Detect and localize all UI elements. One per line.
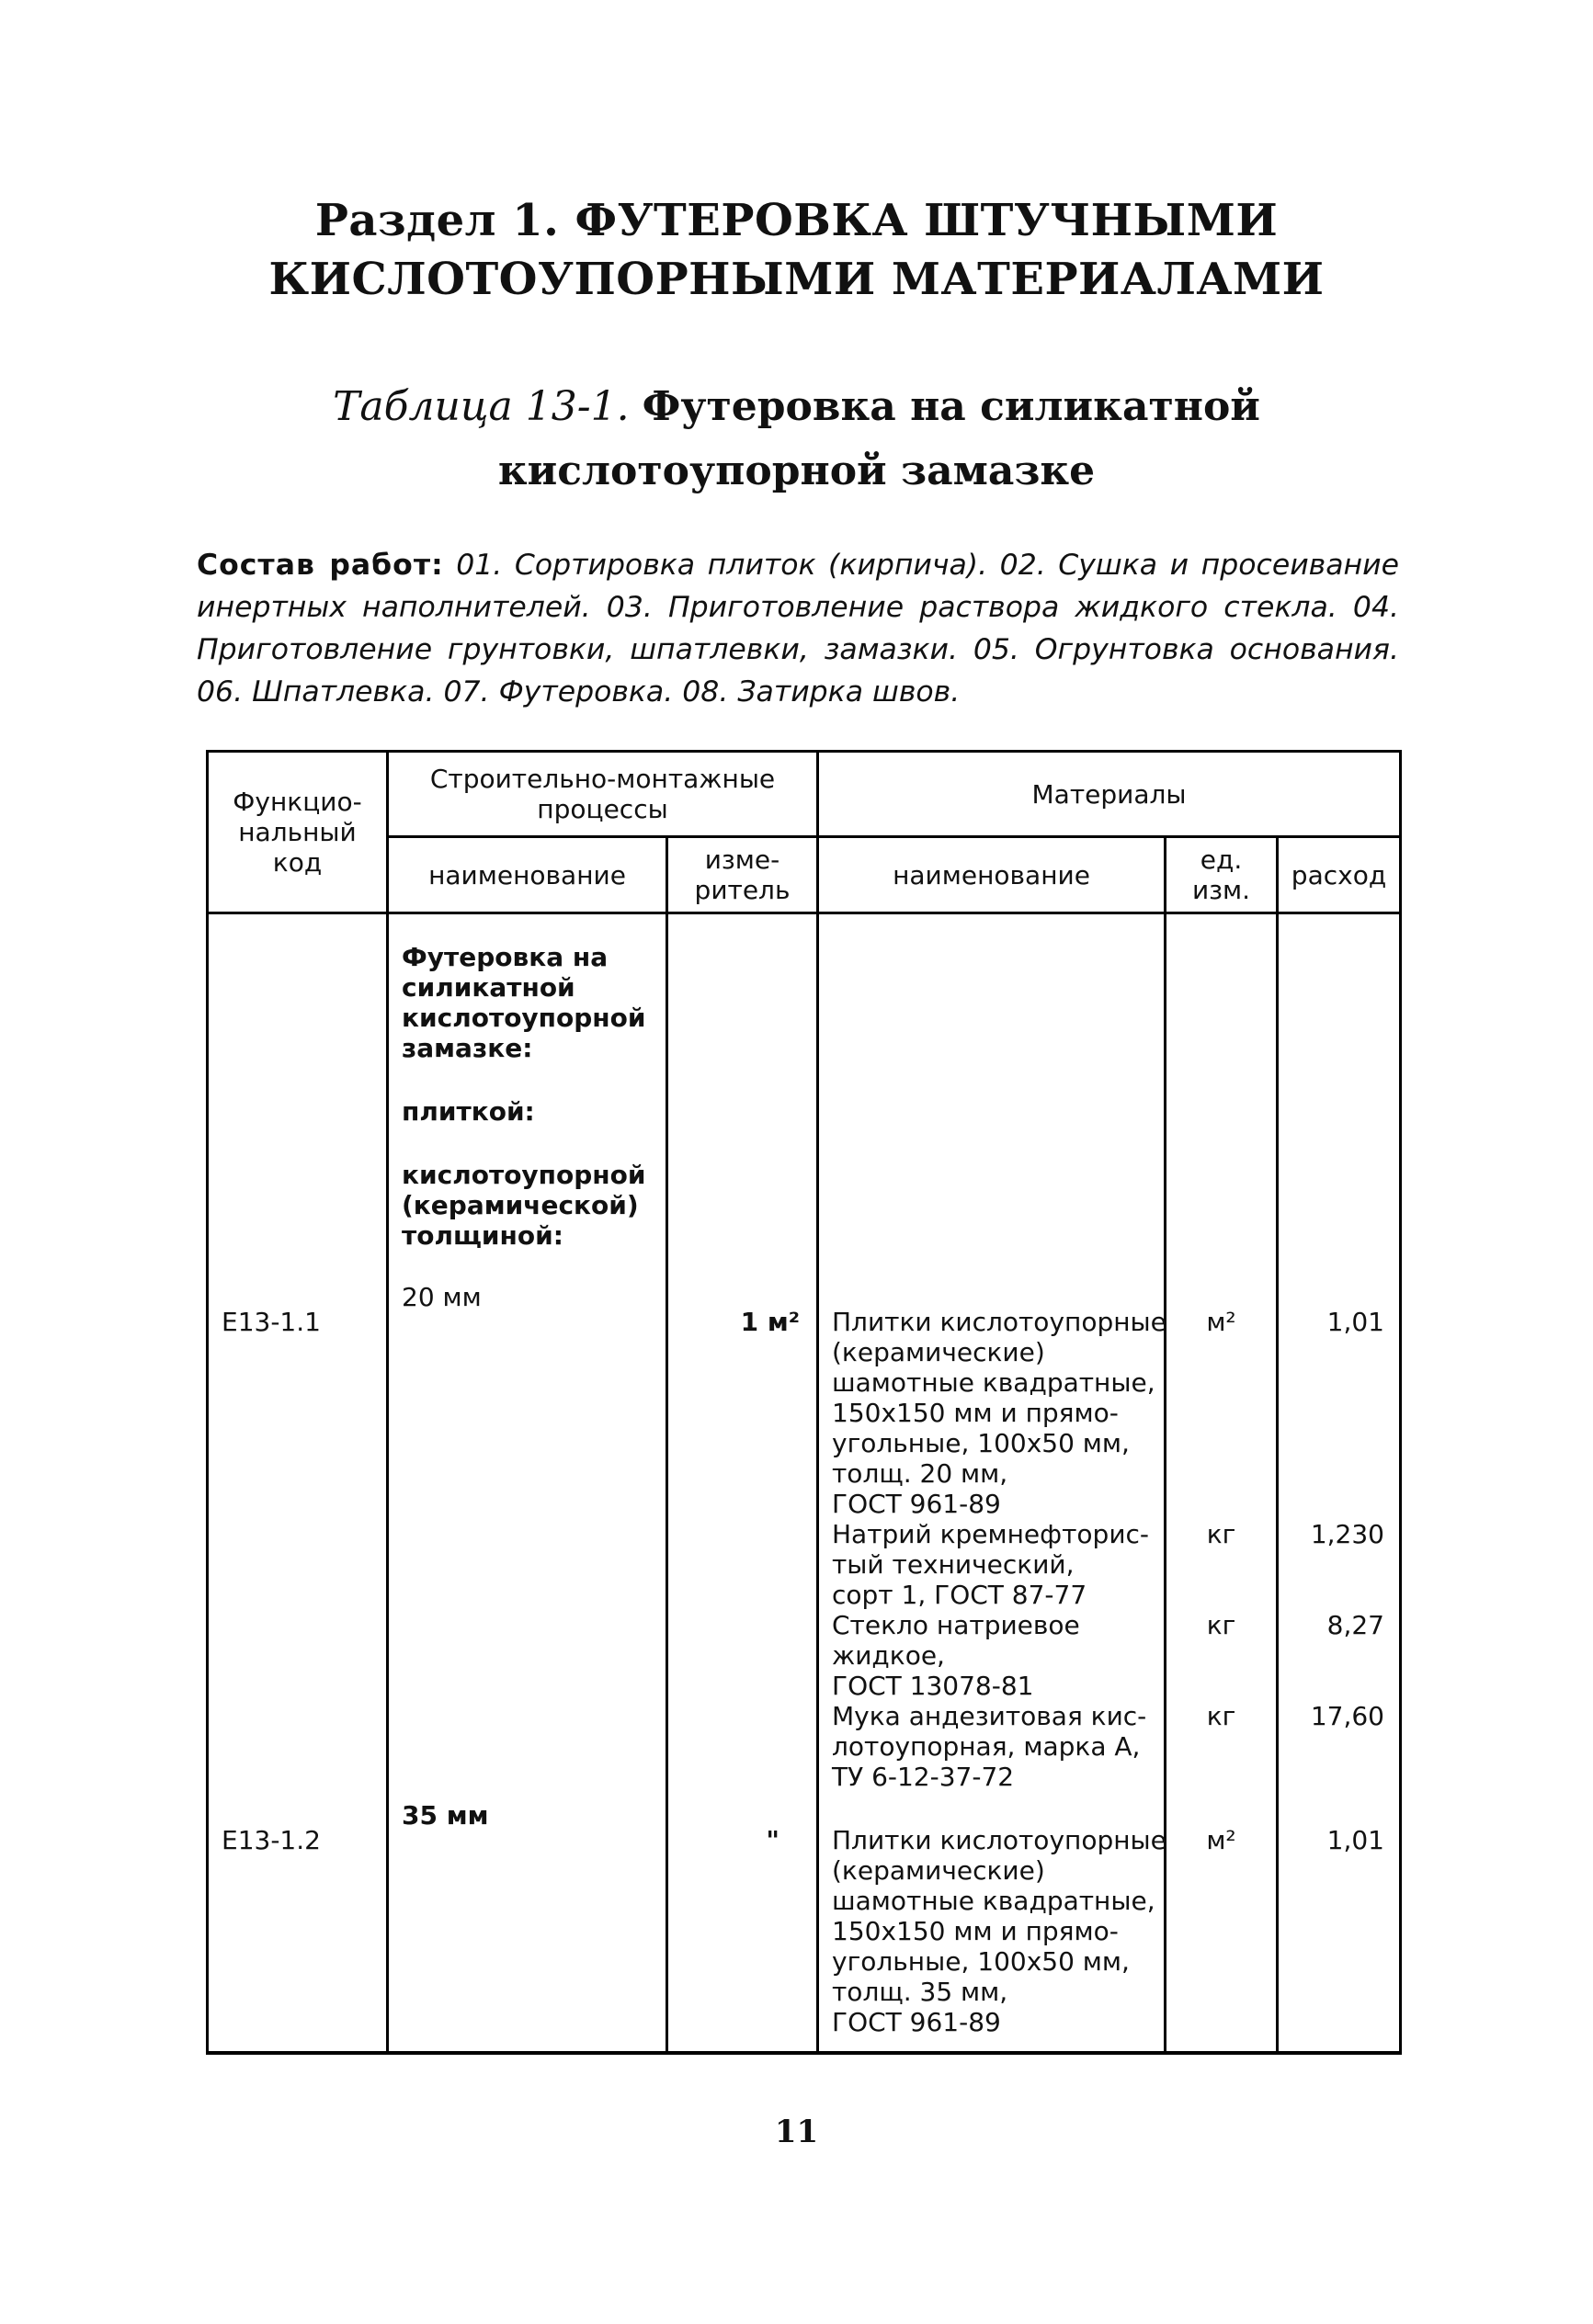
norms-table bbox=[206, 750, 1402, 2055]
header-unit: ед. изм. bbox=[1166, 837, 1278, 913]
section-title-line-1: Раздел 1. ФУТЕРОВКА ШТУЧНЫМИ bbox=[314, 195, 1279, 246]
header-functional-code: Функцио- нальный код bbox=[208, 752, 388, 913]
table-title-line-1 bbox=[0, 375, 1593, 439]
unit-e13-1-1-fluoride: кг bbox=[1206, 1519, 1236, 1549]
unit-e13-1-1-tiles: м² bbox=[1206, 1307, 1236, 1337]
material-e13-1-1-fluoride: Натрий кремнефторис- тый технический, сорт 1, ГОСТ 87-77 bbox=[832, 1519, 1150, 1610]
process-name-20mm: 20 мм bbox=[402, 1282, 482, 1312]
material-e13-1-1-tiles: Плитки кислотоупорные (керамические) шамотные квадратные, 150х150 мм и прямо- угольные, 100х50 мм, толщ. 20 мм, ГОСТ 961-89 bbox=[832, 1307, 1166, 1519]
table-title-text-2: кислотоупорной замазке bbox=[497, 448, 1096, 494]
unit-e13-1-2-tiles: м² bbox=[1206, 1825, 1236, 1855]
header-material-name: наименование bbox=[818, 837, 1166, 913]
unit-e13-1-1-flour: кг bbox=[1206, 1701, 1236, 1731]
header-consumption: расход bbox=[1278, 837, 1401, 913]
table-body-row bbox=[208, 913, 1401, 2054]
amount-e13-1-1-fluoride: 1,230 bbox=[1310, 1519, 1384, 1549]
amount-e13-1-1-glass: 8,27 bbox=[1326, 1610, 1384, 1640]
column-material-names bbox=[818, 913, 1166, 2054]
header-materials: Материалы bbox=[818, 752, 1401, 837]
amount-e13-1-1-tiles: 1,01 bbox=[1326, 1307, 1384, 1337]
column-meters bbox=[667, 913, 818, 2054]
work-composition-text: 01. Сортировка плиток (кирпича). 02. Сушка и просеивание инертных наполнителей. 03. Приготовление раствора жидкого стекла. 04. Приготовление грунтовки, шпатлевки, замазки. 05. Огрунтовка основания. 06. Шпатлевка. 07. Футеровка. 08. Затирка швов. bbox=[197, 549, 1399, 709]
intro-heading: Футеровка на силикатной кислотоупорной замазке: bbox=[402, 942, 646, 1063]
table-title-label: Таблица 13-1. bbox=[333, 383, 630, 430]
meter-e13-1-2: " bbox=[766, 1825, 779, 1855]
column-process-names bbox=[388, 913, 667, 2054]
amount-e13-1-2-tiles: 1,01 bbox=[1326, 1825, 1384, 1855]
section-title-line-2: КИСЛОТОУПОРНЫМИ МАТЕРИАЛАМИ bbox=[268, 254, 1325, 305]
process-name-35mm: 35 мм bbox=[402, 1800, 489, 1831]
table-title-text-1: Футеровка на силикатной bbox=[642, 383, 1260, 430]
header-process-name: наименование bbox=[388, 837, 667, 913]
material-e13-1-2-tiles: Плитки кислотоупорные (керамические) шамотные квадратные, 150х150 мм и прямо- угольные, 100х50 мм, толщ. 35 мм, ГОСТ 961-89 bbox=[832, 1825, 1166, 2037]
page-number: 11 bbox=[774, 2114, 819, 2150]
table-title bbox=[0, 375, 1593, 504]
work-composition bbox=[197, 544, 1399, 713]
material-e13-1-1-glass: Стекло натриевое жидкое, ГОСТ 13078-81 bbox=[832, 1610, 1080, 1701]
meter-e13-1-1: 1 м² bbox=[740, 1307, 800, 1337]
column-units bbox=[1166, 913, 1278, 2054]
material-e13-1-1-flour: Мука андезитовая кис- лотоупорная, марка А, ТУ 6-12-37-72 bbox=[832, 1701, 1147, 1792]
intro-sub-tile: плиткой: bbox=[402, 1096, 535, 1127]
intro-sub-thickness: кислотоупорной (керамической) толщиной: bbox=[402, 1160, 646, 1251]
header-processes: Строительно-монтажные процессы bbox=[388, 752, 818, 837]
code-e13-1-1: Е13-1.1 bbox=[222, 1307, 321, 1337]
unit-e13-1-1-glass: кг bbox=[1206, 1610, 1236, 1640]
column-consumption bbox=[1278, 913, 1401, 2054]
code-e13-1-2: Е13-1.2 bbox=[222, 1825, 321, 1855]
amount-e13-1-1-flour: 17,60 bbox=[1310, 1701, 1384, 1731]
work-composition-label: Состав работ: bbox=[197, 549, 444, 582]
header-meter: изме- ритель bbox=[667, 837, 818, 913]
column-codes bbox=[208, 913, 388, 2054]
section-title bbox=[0, 191, 1593, 309]
